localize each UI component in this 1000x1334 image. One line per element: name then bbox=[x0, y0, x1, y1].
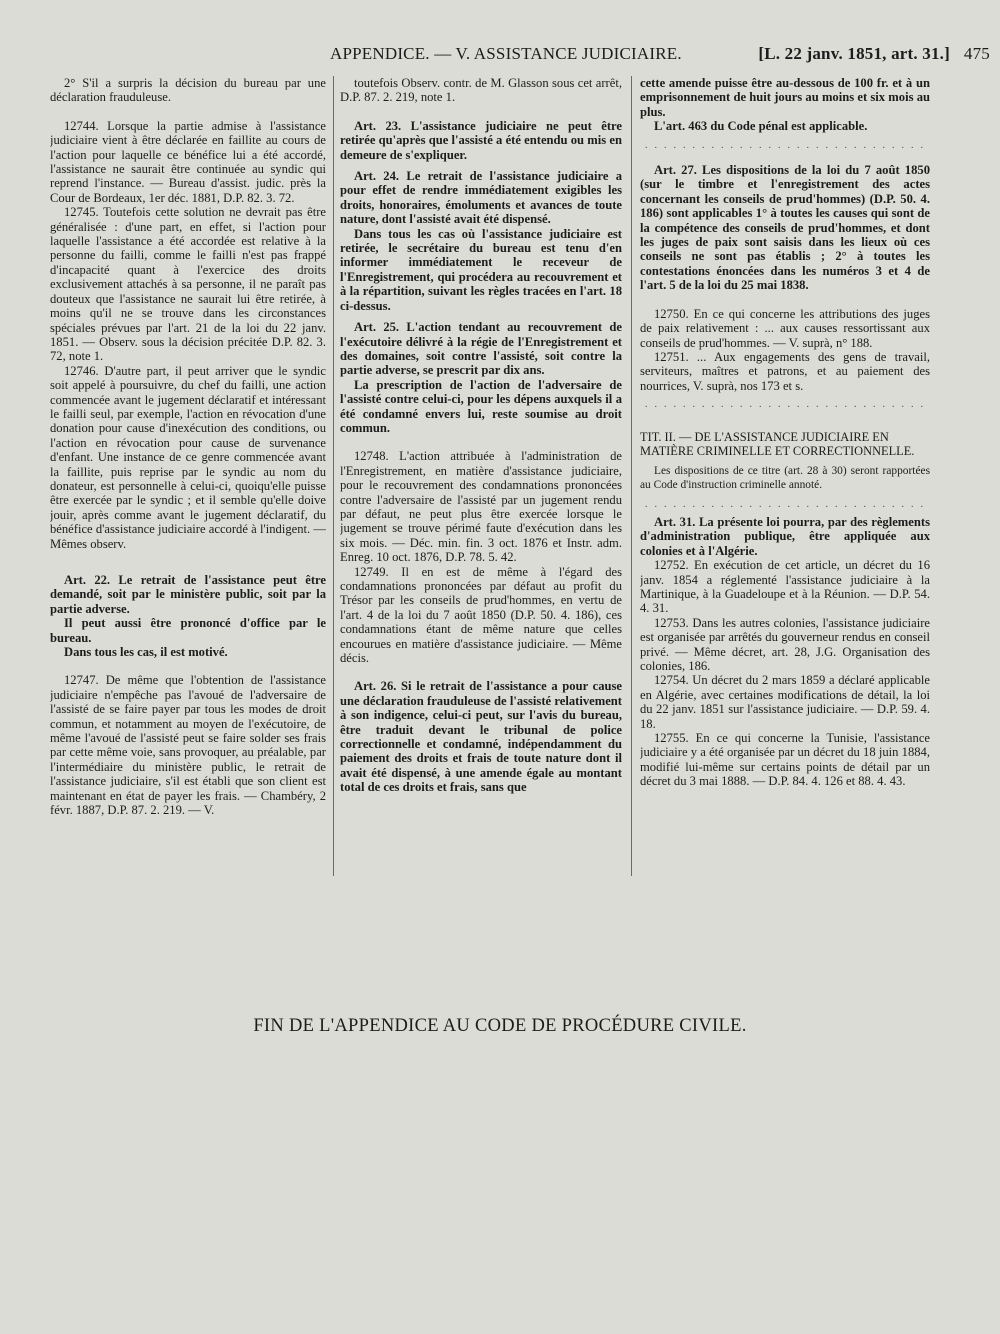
article-22: Art. 22. Le retrait de l'assistance peut être demandé, soit par le ministère public, soit par la partie adverse. bbox=[50, 573, 326, 616]
paragraph-12749: 12749. Il en est de même à l'égard des condamnations prononcées par défaut au profit du Trésor par les conseils de prud'hommes, en vertu de l'art. 4 de la loi du 7 août 1850 (D.P. 50. 4. 186), ces condamnations étant de même nature que celles encourues en matière d'assistance judiciaire. — Même décis. bbox=[340, 564, 622, 666]
column-divider-right bbox=[631, 76, 632, 876]
paragraph-12751: 12751. ... Aux engagements des gens de travail, serviteurs, maîtres et patrons, et au paiement des nourrices, V. suprà, nos 173 et s. bbox=[640, 349, 930, 393]
paragraph-12750: 12750. En ce qui concerne les attributions des juges de paix relativement : ... aux causes ressortissant aux conseils de prud'hommes. — V. suprà, n° 188. bbox=[640, 306, 930, 350]
article-25: Art. 25. L'action tendant au recouvrement de l'exécutoire délivré à la régie de l'Enregistrement et des domaines, soit contre l'assisté, soit contre la partie adverse, se prescrit par dix ans. bbox=[340, 320, 622, 378]
article-26: Art. 26. Si le retrait de l'assistance a pour cause une déclaration frauduleuse de l'assisté relativement à son indigence, celui-ci peut, sur l'avis du bureau, être traduit devant le tribunal de police correctionnelle et condamné, indépendamment du paiement des droits et frais de toute nature dont il avait été dispensé, à une amende égale au montant total de ces droits et frais, sans que bbox=[340, 679, 622, 795]
paragraph-12752: 12752. En exécution de cet article, un décret du 16 janv. 1854 a réglementé l'assistance judiciaire à la Martinique, à la Guadeloupe et à la Réunion. — D.P. 54. 4. 31. bbox=[640, 558, 930, 616]
article-25-para-2: La prescription de l'action de l'adversaire de l'assisté contre celui-ci, pour les dépens auxquels il a été condamné envers lui, reste soumise au droit commun. bbox=[340, 377, 622, 435]
paragraph-12746: 12746. D'autre part, il peut arriver que le syndic soit appelé à poursuivre, du chef du failli, une action commencée avant le jugement déclaratif et intéressant le failli seul, par exemple, l'action en révocation d'une donation pour cause d'inexécution des conditions, ou l'action en révocation pour cause de survenance d'enfant. Une instance de ce genre commencée avant la faillite, puis reprise par le syndic au nom du donateur, est personnelle à celui-ci, quoiqu'elle puisse être exercée par le syndic ; et il semble qu'elle doive jouir, après comme avant le jugement déclaratif, du bénéfice d'assistance judiciaire accordé à l'indigent. — Mêmes observ. bbox=[50, 363, 326, 551]
closing-heading: FIN DE L'APPENDICE AU CODE DE PROCÉDURE CIVILE. bbox=[253, 1016, 747, 1036]
paragraph-12747: 12747. De même que l'obtention de l'assistance judiciaire n'empêche pas l'avoué de l'adversaire de l'assisté de se faire payer par tous les modes de droit commun, et notamment au moyen de l'exécutoire, de même l'avoué de l'assisté peut se faire solder ses frais par cette même voie, sans provoquer, au préalable, par l'intermédiaire du ministère public, le retrait de l'assistance judiciaire, s'il est établi que son client est maintenant en état de payer les frais. — Chambéry, 2 févr. 1887, D.P. 87. 2. 219. — V. bbox=[50, 673, 326, 818]
column-right bbox=[640, 76, 930, 906]
header-reference: [L. 22 janv. 1851, art. 31.] bbox=[758, 44, 950, 63]
paragraph-12754: 12754. Un décret du 2 mars 1859 a déclaré applicable en Algérie, avec certaines modifications de détail, la loi du 22 janv. 1851 sur l'assistance judiciaire. — D.P. 59. 4. 18. bbox=[640, 673, 930, 731]
paragraph-12748: 12748. L'action attribuée à l'administration de l'Enregistrement, en matière d'assistance judiciaire, pour le recouvrement des condamnations prononcées contre l'adversaire de l'assisté par un jugement rendu par défaut, ne peut plus être exercée lorsque le jugement se trouve périmé faute d'exécution dans les six mois. — Déc. min. fin. 3 oct. 1876 et Instr. adm. Enreg. 10 oct. 1876, D.P. 78. 5. 42. bbox=[340, 449, 622, 565]
page-number: 475 bbox=[963, 44, 990, 63]
article-24: Art. 24. Le retrait de l'assistance judiciaire a pour effet de rendre immédiatement exigibles les droits, honoraires, émoluments et avances de toute nature, dont l'assisté avait été dispensé. bbox=[340, 169, 622, 227]
article-26-para-2: L'art. 463 du Code pénal est applicable. bbox=[654, 119, 868, 134]
dotted-separator: . . . . . . . . . . . . . . . . . . . . . . . . . . . . . . bbox=[644, 138, 926, 151]
dotted-separator: . . . . . . . . . . . . . . . . . . . . . . . . . . . . . . bbox=[644, 398, 926, 411]
column-divider-left bbox=[333, 76, 334, 876]
article-31: Art. 31. La présente loi pourra, par des règlements d'administration publique, être appliquée aux colonies et à l'Algérie. bbox=[640, 514, 930, 558]
header-title: APPENDICE. — V. ASSISTANCE JUDICIAIRE. bbox=[330, 44, 682, 63]
column-middle bbox=[340, 76, 622, 906]
paragraph: toutefois Observ. contr. de M. Glasson sous cet arrêt, D.P. 87. 2. 219, note 1. bbox=[340, 76, 622, 105]
article-24-para-2: Dans tous les cas où l'assistance judiciaire est retirée, le secrétaire du bureau est tenu d'en informer immédiatement le receveur de l'Enregistrement, qui procédera au recouvrement et à la répartition, suivant les règles tracées en l'art. 18 ci-dessus. bbox=[340, 226, 622, 313]
column-left bbox=[50, 76, 326, 906]
paragraph-12744: 12744. Lorsque la partie admise à l'assistance judiciaire vient à être déclarée en faillite au cours de l'action pour laquelle ce bénéfice lui a été accordé, l'assistance ne saurait être continuée au syndic qui reprend l'instance. — Bureau d'assist. judic. près la Cour de Bordeaux, 1er déc. 1881, D.P. 82. 3. 72. bbox=[50, 118, 326, 205]
dotted-separator: . . . . . . . . . . . . . . . . . . . . . . . . . . . . . . bbox=[644, 497, 926, 510]
title-ii-note: Les dispositions de ce titre (art. 28 à 30) seront rapportées au Code d'instruction criminelle annoté. bbox=[640, 465, 930, 491]
article-27: Art. 27. Les dispositions de la loi du 7 août 1850 (sur le timbre et l'enregistrement des actes concernant les conseils de prud'hommes) (D.P. 50. 4. 186) sont applicables 1° à toutes les causes qui sont de la compétence des conseils de prud'hommes, et dont les juges de paix sont saisis dans les lieux où ces conseils ne sont pas établis ; 2° à toutes les contestations énoncées dans les numéros 3 et 4 de l'art. 5 de la loi du 25 mai 1838. bbox=[640, 163, 930, 293]
article-22-para-3: Dans tous les cas, il est motivé. bbox=[64, 645, 228, 660]
running-header bbox=[330, 44, 990, 70]
article-22-para-2: Il peut aussi être prononcé d'office par le bureau. bbox=[50, 616, 326, 645]
paragraph-12755: 12755. En ce qui concerne la Tunisie, l'assistance judiciaire y a été organisée par un décret du 18 juin 1884, modifié lui-même sur certains points de détail par un décret du 3 mai 1888. — D.P. 84. 4. 126 et 88. 4. 43. bbox=[640, 731, 930, 789]
title-ii-heading: TIT. II. — DE L'ASSISTANCE JUDICIAIRE EN MATIÈRE CRIMINELLE ET CORRECTIONNELLE. bbox=[640, 429, 915, 458]
paragraph-12745: 12745. Toutefois cette solution ne devrait pas être généralisée : d'une part, en effet, si l'action pour laquelle l'assistance a été accordée est relative à la personne du failli, comme le failli n'est pas frappé d'incapacité quant à l'exercice des droits exclusivement attachés à sa personne, il ne paraît pas douteux que l'assistance ne saurait lui être retirée, à moins qu'il ne se trouve dans les circonstances spéciales prévues par l'art. 21 de la loi du 22 janv. 1851. — Observ. sous la décision précitée D.P. 82. 3. 72, note 1. bbox=[50, 205, 326, 364]
article-23: Art. 23. L'assistance judiciaire ne peut être retirée qu'après que l'assisté a été entendu ou mis en demeure de s'expliquer. bbox=[340, 118, 622, 162]
article-26-continued: cette amende puisse être au-dessous de 100 fr. et à un emprisonnement de huit jours au moins et six mois au plus. bbox=[640, 76, 930, 119]
paragraph-12753: 12753. Dans les autres colonies, l'assistance judiciaire est organisée par arrêtés du gouverneur rendus en conseil privé. — Même décret, art. 28, J.G. Organisation des colonies, 186. bbox=[640, 615, 930, 673]
paragraph: 2° S'il a surpris la décision du bureau par une déclaration frauduleuse. bbox=[50, 76, 326, 105]
